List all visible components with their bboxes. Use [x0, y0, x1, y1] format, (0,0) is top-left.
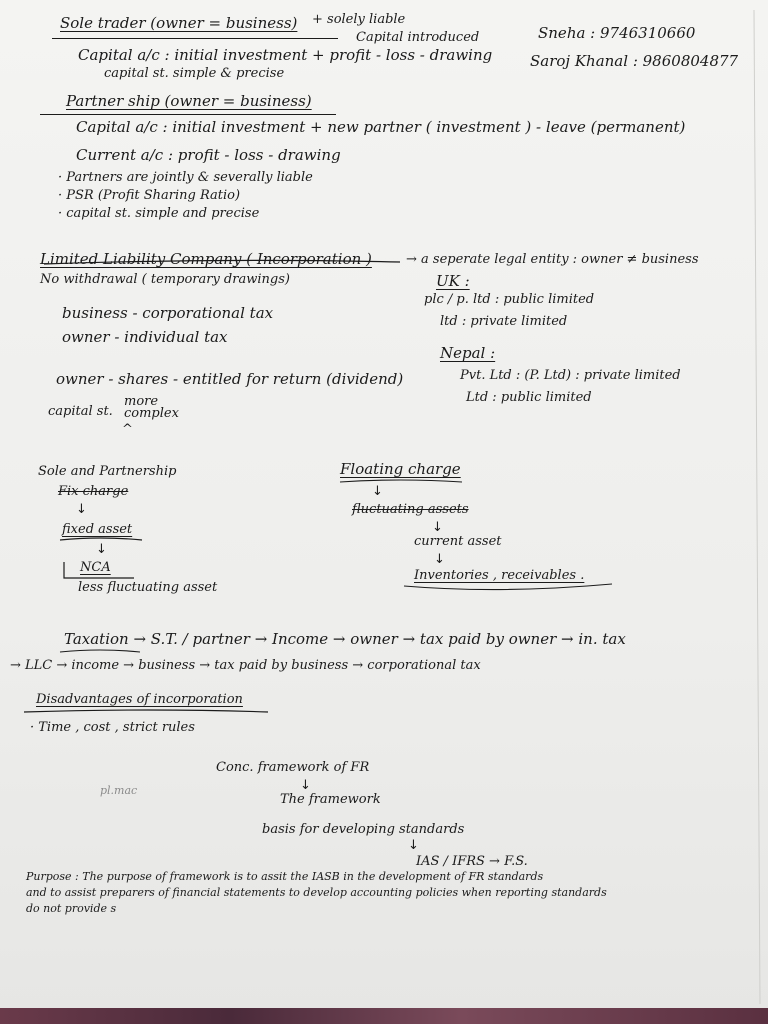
fixed-asset-arrow: ↓	[96, 542, 107, 557]
fix-charge-arrow: ↓	[76, 502, 87, 517]
taxation-line-2: → LLC → income → business → tax paid by business → corporational tax	[10, 658, 481, 673]
nepal-label: Nepal :	[440, 344, 496, 362]
less-fluctuating-asset: less fluctuating asset	[78, 580, 218, 595]
disadvantages-heading: Disadvantages of incorporation	[36, 692, 243, 707]
current-asset-arrow: ↓	[434, 552, 445, 567]
table-surface	[0, 1008, 768, 1024]
floating-charge: Floating charge	[340, 460, 461, 478]
purpose-line-3: do not provide s	[26, 902, 117, 915]
llc-owner-shares: owner - shares - entitled for return (dividend)	[56, 370, 404, 388]
current-asset: current asset	[414, 534, 502, 549]
contact-saroj: Saroj Khanal : 9860804877	[530, 52, 739, 70]
uk-plc: plc / p. ltd : public limited	[424, 292, 595, 307]
nca: NCA	[80, 560, 111, 575]
llc-capital-st: capital st.	[48, 404, 113, 419]
complex-label: complex	[124, 406, 179, 421]
capital-introduced-note: Capital introduced	[356, 30, 480, 45]
the-framework: The framework	[280, 792, 381, 807]
partnership-bullet-capital: · capital st. simple and precise	[58, 206, 260, 221]
conceptual-framework: Conc. framework of FR	[216, 760, 370, 775]
partnership-bullet-psr: · PSR (Profit Sharing Ratio)	[58, 188, 241, 203]
fixed-asset: fixed asset	[62, 522, 133, 537]
purpose-line-1: Purpose : The purpose of framework is to assit the IASB in the development of FR standards	[26, 870, 544, 883]
solely-liable-note: + solely liable	[312, 12, 406, 27]
nepal-ltd: Ltd : public limited	[466, 390, 592, 405]
partnership-heading: Partner ship (owner = business)	[66, 92, 312, 110]
sole-trader-capital-statement: capital st. simple & precise	[104, 66, 285, 81]
llc-separate-entity: → a seperate legal entity : owner ≠ business	[406, 252, 699, 267]
llc-heading: Limited Liability Company ( Incorporation )	[40, 250, 372, 268]
partnership-underline	[40, 114, 336, 115]
floating-charge-arrow: ↓	[372, 484, 383, 499]
margin-scribble: pl.mac	[100, 784, 138, 797]
uk-label: UK :	[436, 272, 470, 290]
sole-trader-underline	[52, 38, 338, 39]
basis-arrow: ↓	[408, 838, 419, 853]
nepal-pvt-ltd: Pvt. Ltd : (P. Ltd) : private limited	[460, 368, 681, 383]
uk-ltd: ltd : private limited	[440, 314, 568, 329]
basis-for-standards: basis for developing standards	[262, 822, 465, 837]
llc-no-withdrawal: No withdrawal ( temporary drawings)	[40, 272, 290, 287]
contact-sneha: Sneha : 9746310660	[538, 24, 696, 42]
sole-and-partnership: Sole and Partnership	[38, 464, 177, 479]
caret-mark: ^	[122, 422, 133, 437]
partnership-bullet-liable: · Partners are jointly & severally liable	[58, 170, 313, 185]
partnership-capital-ac: Capital a/c : initial investment + new partner ( investment ) - leave (permanent)	[76, 118, 686, 136]
disadvantages-item: · Time , cost , strict rules	[30, 720, 195, 735]
partnership-current-ac: Current a/c : profit - loss - drawing	[76, 146, 341, 164]
fluctuating-arrow: ↓	[432, 520, 443, 535]
sole-trader-heading: Sole trader (owner = business)	[60, 14, 298, 32]
llc-business-tax: business - corporational tax	[62, 304, 274, 322]
fluctuating-assets: fluctuating assets	[352, 502, 469, 517]
ias-ifrs: IAS / IFRS → F.S.	[416, 854, 528, 869]
fix-charge: Fix charge	[58, 484, 129, 499]
purpose-line-2: and to assist preparers of financial statements to develop accounting policies when reporting standards	[26, 886, 607, 899]
inventories-receivables: Inventories , receivables .	[414, 568, 585, 583]
llc-owner-tax: owner - individual tax	[62, 328, 228, 346]
more-label: more	[124, 394, 159, 409]
sole-trader-capital-ac: Capital a/c : initial investment + profit - loss - drawing	[78, 46, 493, 64]
conceptual-arrow: ↓	[300, 778, 311, 793]
taxation-line-1: Taxation → S.T. / partner → Income → owner → tax paid by owner → in. tax	[64, 630, 626, 648]
